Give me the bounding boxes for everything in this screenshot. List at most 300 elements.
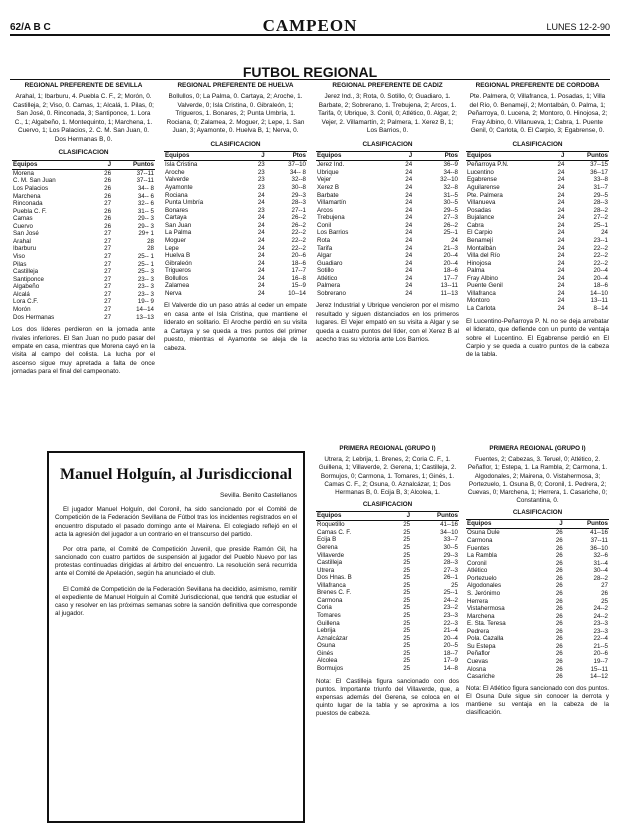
table-row	[316, 184, 459, 192]
team-cell: Palmera	[317, 282, 341, 290]
col-points: Ptos	[413, 152, 459, 161]
points-cell: 27--2	[593, 214, 608, 222]
played-cell: 25	[403, 596, 411, 604]
played-cell: 25	[403, 604, 411, 612]
played-cell: 25	[403, 664, 411, 672]
table-row	[466, 260, 609, 268]
played-cell: 25	[403, 536, 411, 544]
table-row	[164, 245, 307, 253]
points-cell: 22--2	[593, 244, 608, 252]
table-row	[164, 161, 307, 169]
points-cell: 27--1	[291, 206, 306, 214]
table-row	[164, 252, 307, 260]
team-cell: Moguer	[165, 236, 186, 244]
played-cell: 24	[405, 191, 413, 199]
points-cell: 21--3	[443, 244, 458, 252]
team-cell: Ecija B	[317, 536, 337, 544]
feature-byline: Sevilla. Benito Castellanos	[220, 491, 297, 499]
played-cell: 24	[557, 176, 565, 184]
played-cell: 26	[104, 177, 112, 185]
table-row	[466, 199, 609, 207]
table-row	[466, 567, 609, 575]
points-cell: 31-- 5	[137, 207, 154, 215]
table-row	[316, 642, 459, 650]
primera-title: PRIMERA REGIONAL (GRUPO I)	[339, 445, 436, 452]
table-row	[164, 199, 307, 207]
team-cell: Alcalá	[13, 290, 30, 298]
team-cell: Castilleja	[317, 559, 343, 567]
played-cell: 24	[257, 191, 265, 199]
feature-paragraph: Por otra parte, el Comité de Competición Juvenil, que preside Ramón Gil, ha sancionado con cuatro partidos de suspensión al jugador del Pueblo Nuevo por las protestas continuadas dirigidas al árbitro del encuentro. La resolución será recurrida ante el Comité de Apelación, según ha anunciado el club.	[55, 545, 297, 578]
team-cell: Posadas	[467, 206, 492, 214]
table-row	[466, 658, 609, 666]
team-cell: Fray Albino	[467, 274, 498, 282]
team-cell: Peñaflor	[467, 650, 491, 658]
played-cell: 24	[405, 168, 413, 176]
played-cell: 26	[555, 605, 563, 613]
points-cell: 22--2	[291, 229, 306, 237]
played-cell: 27	[104, 245, 112, 253]
table-row	[12, 306, 155, 314]
page-header	[10, 16, 610, 36]
points-cell: 30--8	[291, 184, 306, 192]
team-cell: Guillena	[317, 619, 340, 627]
table-row	[316, 604, 459, 612]
table-row	[466, 192, 609, 200]
col-played: J	[247, 152, 265, 161]
points-cell: 28--3	[291, 199, 306, 207]
table-row	[466, 282, 609, 290]
played-cell: 26	[555, 574, 563, 582]
team-cell: Punta Umbría	[165, 199, 204, 207]
table-row	[466, 590, 609, 598]
team-cell: Portezuelo	[467, 574, 497, 582]
points-cell: 34-- 8	[289, 168, 306, 176]
team-cell: Trigueros	[165, 267, 191, 275]
table-row	[164, 282, 307, 290]
team-cell: Villanueva	[467, 199, 496, 207]
points-cell: 32--10	[440, 176, 458, 184]
team-cell: Puente Genil	[467, 282, 503, 290]
table-row	[316, 612, 459, 620]
played-cell: 27	[104, 260, 112, 268]
table-row	[164, 176, 307, 184]
table-row	[164, 222, 307, 230]
page-number: 62/A B C	[10, 22, 51, 33]
table-row	[316, 665, 459, 673]
team-cell: Herrera	[467, 597, 488, 605]
points-cell: 36--17	[590, 168, 608, 176]
team-cell: S. Jerónimo	[467, 589, 501, 597]
table-row	[316, 192, 459, 200]
team-cell: Casariche	[467, 673, 495, 681]
team-cell: Su Estepa	[467, 642, 496, 650]
table-row	[12, 230, 155, 238]
points-cell: 30--4	[593, 567, 608, 575]
team-cell: Brenes C. F.	[317, 589, 352, 597]
team-cell: Tomares	[317, 612, 341, 620]
table-row	[316, 267, 459, 275]
played-cell: 25	[403, 551, 411, 559]
points-cell: 28--2	[593, 206, 608, 214]
team-cell: Camas C. F.	[317, 528, 352, 536]
points-cell: 32--6	[593, 552, 608, 560]
played-cell: 24	[405, 214, 413, 222]
table-row	[12, 261, 155, 269]
played-cell: 24	[257, 259, 265, 267]
table-row	[316, 199, 459, 207]
team-cell: E. Sta. Teresa	[467, 620, 506, 628]
points-cell: 18--6	[291, 259, 306, 267]
team-cell: Zalamea	[165, 282, 190, 290]
team-cell: Osuna Dule	[467, 529, 500, 537]
points-cell: 37--11	[136, 169, 154, 177]
points-cell: 26--2	[443, 221, 458, 229]
table-row	[164, 260, 307, 268]
table-row	[316, 574, 459, 582]
table-row	[12, 169, 155, 177]
played-cell: 27	[104, 253, 112, 260]
played-cell: 26	[555, 567, 563, 575]
primera-results: Utrera, 2; Lebrija, 1. Brenes, 2; Coria C. F., 1. Guillena, 1; Villaverde, 2. Gerena, 1; Castilleja, 2. Bormujos, 0; Carmona, 1. Tomares, 1; Ginés, 1. Camas C. F., 2; Osuna, 0. Aznalcázar, 1; Dos Hermanas B, 0. Ecija B, 3; Alcolea, 1.	[318, 456, 457, 496]
table-row	[466, 545, 609, 553]
feature-headline: Manuel Holguín, al Jurisdiccional	[59, 466, 293, 483]
points-cell: 22--2	[593, 259, 608, 267]
team-cell: Aroche	[165, 168, 185, 176]
points-cell: 28--3	[443, 559, 458, 567]
played-cell: 24	[557, 161, 565, 169]
table-row	[466, 529, 609, 537]
points-cell: 20--6	[291, 252, 306, 260]
played-cell: 27	[104, 230, 112, 238]
played-cell: 24	[557, 305, 565, 313]
team-cell: Fuentes	[467, 544, 490, 552]
played-cell: 26	[555, 612, 563, 620]
points-cell: 25-- 1	[137, 260, 154, 268]
points-cell: 33--7	[443, 536, 458, 544]
team-cell: Lucentino	[467, 168, 494, 176]
points-cell: 28	[147, 237, 154, 245]
table-row	[12, 208, 155, 216]
cadiz-column	[316, 82, 459, 345]
played-cell: 26	[555, 673, 563, 681]
team-cell: Cabra	[467, 221, 484, 229]
played-cell: 24	[405, 236, 413, 244]
points-cell: 24--2	[593, 612, 608, 620]
played-cell: 23	[257, 206, 265, 214]
played-cell: 24	[405, 199, 413, 207]
table-row	[466, 552, 609, 560]
table-row	[316, 650, 459, 658]
points-cell: 14--14	[136, 305, 154, 313]
team-cell: Huelva B	[165, 252, 191, 260]
team-cell: Bujalance	[467, 214, 495, 222]
played-cell: 24	[257, 282, 265, 290]
table-row	[316, 597, 459, 605]
table-row	[164, 214, 307, 222]
played-cell: 26	[555, 658, 563, 665]
points-cell: 18--7	[443, 649, 458, 657]
table-row	[466, 537, 609, 545]
played-cell: 25	[403, 657, 411, 665]
table-row	[164, 237, 307, 245]
played-cell: 24	[557, 289, 565, 297]
table-row	[164, 192, 307, 200]
table-row	[316, 529, 459, 537]
primera-regional-column	[316, 445, 459, 718]
table-row	[316, 536, 459, 544]
played-cell: 23	[257, 176, 265, 184]
table-row	[316, 260, 459, 268]
primera-clas-heading: CLASIFICACION	[362, 501, 413, 509]
table-row	[466, 620, 609, 628]
table-row	[164, 184, 307, 192]
played-cell: 25	[403, 528, 411, 536]
points-cell: 23--3	[443, 612, 458, 620]
team-cell: Villaverde	[317, 551, 345, 559]
played-cell: 26	[555, 597, 563, 605]
team-cell: Marchena	[467, 612, 495, 620]
table-row	[466, 252, 609, 260]
sevilla-column	[12, 82, 155, 377]
team-cell: Alcolea	[317, 657, 338, 665]
played-cell: 27	[104, 305, 112, 313]
feature-paragraph: El jugador Manuel Holguín, del Coronil, ha sido sancionado por el Comité de Competición de la Federación Sevillana de Fútbol tras los incidentes registrados en el encuentro disputado el pasado domingo ante el Mairena. El colegiado reflejó en el acta la agresión del jugador a un contrario en el transcurso del partido.	[55, 506, 297, 538]
table-row	[466, 598, 609, 606]
team-cell: Jerez Ind.	[317, 161, 345, 169]
played-cell: 24	[557, 199, 565, 207]
cordoba-note: El Lucentino-Peñarroya P. N. no se deja arrebatar el liderato, que defiende con un punto de ventaja sobre el Lucentino. El Egabrense perdió en El Carpio y se queda a cuatro puntos de la cabeza de la tabla.	[466, 317, 609, 359]
points-cell: 15--9	[291, 282, 306, 290]
points-cell: 20--4	[443, 252, 458, 260]
points-cell: 22--3	[443, 619, 458, 627]
played-cell: 24	[557, 191, 565, 199]
team-cell: Guadiaro	[317, 259, 343, 267]
played-cell: 25	[403, 627, 411, 635]
team-cell: Pilas	[13, 260, 27, 268]
team-cell: Gibraleón	[165, 259, 192, 267]
primera2-note: Nota: El Atlético figura sancionado con dos puntos. El Osuna Dule sigue sin conocer la derrota y mantiene su ventaja en la cabeza de la clasificación.	[466, 684, 609, 717]
team-cell: Bormujos	[317, 664, 344, 672]
points-cell: 25	[601, 597, 608, 605]
points-cell: 30--5	[443, 543, 458, 551]
team-cell: Egabrense	[467, 176, 497, 184]
table-row	[12, 177, 155, 185]
team-cell: Viso	[13, 253, 25, 260]
team-cell: Ubrique	[317, 168, 339, 176]
played-cell: 26	[104, 207, 112, 215]
table-row	[466, 229, 609, 237]
points-cell: 26--2	[291, 221, 306, 229]
points-cell: 28--2	[593, 574, 608, 582]
table-row	[466, 673, 609, 681]
played-cell: 26	[555, 620, 563, 628]
played-cell: 24	[557, 221, 565, 229]
team-cell: Pedrera	[467, 627, 490, 635]
table-row	[12, 283, 155, 291]
played-cell: 27	[104, 237, 112, 245]
team-cell: Bonares	[165, 206, 189, 214]
cordoba-results: Pte. Palmera, 0; Villafranca, 1. Posadas, 1; Villa del Río, 0. Benamejí, 2; Montalbán, 0. Palma, 1; Peñarroya, 0. Lucena, 2; Montoro, 0. Hinojosa, 2; Fray Albino, 0. Villanueva, 1; Cabra, 1. Puente Genil, 0; Carlota, 0. El Carpio, 3; Egabrense, 0.	[467, 93, 608, 135]
table-row	[466, 650, 609, 658]
team-cell: Barbate	[317, 191, 339, 199]
played-cell: 26	[104, 169, 112, 177]
played-cell: 23	[257, 161, 265, 169]
points-cell: 30--5	[443, 199, 458, 207]
team-cell: Carmona	[317, 596, 343, 604]
played-cell: 24	[405, 289, 413, 297]
primera2-standings	[466, 519, 609, 680]
table-row	[316, 282, 459, 290]
played-cell: 24	[557, 229, 565, 237]
played-cell: 26	[555, 529, 563, 537]
points-cell: 23-- 3	[137, 290, 154, 298]
team-cell: Pola. Cazalla	[467, 635, 504, 643]
points-cell: 19-- 9	[137, 298, 154, 306]
points-cell: 28--3	[593, 199, 608, 207]
team-cell: Villafranca	[467, 289, 496, 297]
team-cell: Dos Hermanas	[13, 313, 55, 321]
points-cell: 31--5	[443, 191, 458, 199]
cadiz-results: Jerez Ind., 3; Rota, 0. Sotillo, 0; Guadiaro, 1. Barbate, 2; Sobrerano, 1. Trebujena, 2; Arcos, 1. Tarifa, 0; Ubrique, 3. Conil, 0; Atlético, 0. Algar, 2; Vejer, 2. Villamartín, 2; Palmera, 1. Xerez B, 1; Los Barrios, 0.	[318, 93, 457, 135]
huelva-column	[164, 82, 307, 353]
points-cell: 29--5	[593, 191, 608, 199]
team-cell: Morena	[13, 169, 34, 177]
points-cell: 36--9	[443, 161, 458, 169]
team-cell: Algodonales	[467, 582, 502, 590]
points-cell: 24--2	[443, 596, 458, 604]
primera-note: Nota: El Castilleja figura sancionado con dos puntos. Importante triunfo del Villaverde, que, a expensas además del Gerena, se coloca en el quinto lugar de la tabla y se aproxima a los puestos de cabeza.	[316, 677, 459, 718]
team-cell: Algar	[317, 252, 332, 260]
table-row	[164, 267, 307, 275]
table-row	[316, 275, 459, 283]
played-cell: 26	[104, 184, 112, 192]
team-cell: Sotillo	[317, 267, 334, 275]
played-cell: 24	[257, 244, 265, 252]
team-cell: Roquetillo	[317, 521, 345, 529]
points-cell: 14--12	[590, 673, 608, 681]
played-cell: 25	[403, 566, 411, 574]
played-cell: 24	[557, 259, 565, 267]
feature-paragraph: El Comité de Competición de la Federación Sevillana ha decidido, asimismo, remitir el expediente de Manuel Holguín al Comité Jurisdiccional, que tendrá que estudiar el caso y resolver en las próximas semanas sobre la sanción definitiva que corresponde al jugador.	[55, 585, 297, 618]
played-cell: 24	[557, 274, 565, 282]
points-cell: 26--2	[291, 214, 306, 222]
points-cell: 36--10	[590, 544, 608, 552]
team-cell: San José	[13, 230, 39, 238]
table-row	[12, 200, 155, 208]
table-row	[466, 275, 609, 283]
section-name: CAMPEON	[262, 16, 358, 35]
played-cell: 24	[405, 274, 413, 282]
points-cell: 14--10	[590, 289, 608, 297]
table-row	[316, 559, 459, 567]
points-cell: 22--4	[593, 635, 608, 643]
table-row	[466, 222, 609, 230]
team-cell: Ginés	[317, 649, 334, 657]
team-cell: Alosna	[467, 665, 486, 673]
col-points: Puntos	[112, 160, 155, 169]
team-cell: Peñarroya P.N.	[467, 161, 509, 169]
cadiz-title: REGIONAL PREFERENTE DE CADIZ	[332, 82, 443, 89]
col-team: Equipos	[466, 152, 549, 161]
team-cell: Camas	[13, 215, 33, 223]
table-row	[316, 657, 459, 665]
points-cell: 25	[451, 581, 458, 589]
feature-article	[47, 451, 305, 823]
table-row	[316, 635, 459, 643]
table-row	[12, 268, 155, 276]
played-cell: 26	[555, 589, 563, 597]
col-played: J	[393, 512, 412, 521]
points-cell: 24	[601, 229, 608, 237]
table-row	[12, 253, 155, 261]
played-cell: 24	[557, 252, 565, 260]
team-cell: Montoro	[467, 297, 490, 305]
played-cell: 24	[257, 252, 265, 260]
played-cell: 26	[555, 665, 563, 673]
team-cell: La Palma	[165, 229, 192, 237]
points-cell: 23-- 3	[137, 283, 154, 291]
table-row	[12, 238, 155, 246]
team-cell: Rinconada	[13, 200, 43, 208]
col-points: Puntos	[564, 520, 609, 529]
table-row	[316, 169, 459, 177]
team-cell: Valverde	[165, 176, 189, 184]
team-cell: Trebujena	[317, 214, 345, 222]
played-cell: 25	[403, 543, 411, 551]
played-cell: 24	[557, 168, 565, 176]
points-cell: 41--16	[440, 521, 458, 529]
played-cell: 24	[405, 244, 413, 252]
team-cell: C. M. San Juan	[13, 177, 56, 185]
team-cell: Vistahermosa	[467, 605, 505, 613]
cordoba-standings	[466, 151, 609, 312]
team-cell: Coronil	[467, 559, 487, 567]
table-row	[12, 245, 155, 253]
table-row	[316, 161, 459, 169]
team-cell: Rota	[317, 236, 331, 244]
primera-standings	[316, 511, 459, 672]
table-row	[12, 223, 155, 231]
col-played: J	[95, 160, 112, 169]
table-row	[466, 613, 609, 621]
team-cell: Gerena	[317, 543, 338, 551]
team-cell: Montalbán	[467, 244, 496, 252]
table-row	[466, 267, 609, 275]
points-cell: 29--3	[291, 191, 306, 199]
table-row	[316, 214, 459, 222]
points-cell: 23-- 3	[137, 275, 154, 283]
col-points: Puntos	[411, 512, 459, 521]
points-cell: 24	[451, 236, 458, 244]
team-cell: Atlético	[467, 567, 488, 575]
points-cell: 27--3	[443, 214, 458, 222]
points-cell: 26	[601, 589, 608, 597]
table-row	[466, 575, 609, 583]
table-row	[12, 314, 155, 322]
team-cell: Ibarburu	[13, 245, 37, 253]
points-cell: 22--2	[291, 236, 306, 244]
team-cell: Lepe	[165, 244, 179, 252]
points-cell: 26--1	[443, 574, 458, 582]
points-cell: 37--11	[136, 177, 154, 185]
table-row	[466, 297, 609, 305]
team-cell: Cuevas	[467, 658, 488, 665]
played-cell: 24	[557, 244, 565, 252]
team-cell: Villa del Río	[467, 252, 500, 260]
played-cell: 24	[405, 161, 413, 169]
points-cell: 31--4	[593, 559, 608, 567]
